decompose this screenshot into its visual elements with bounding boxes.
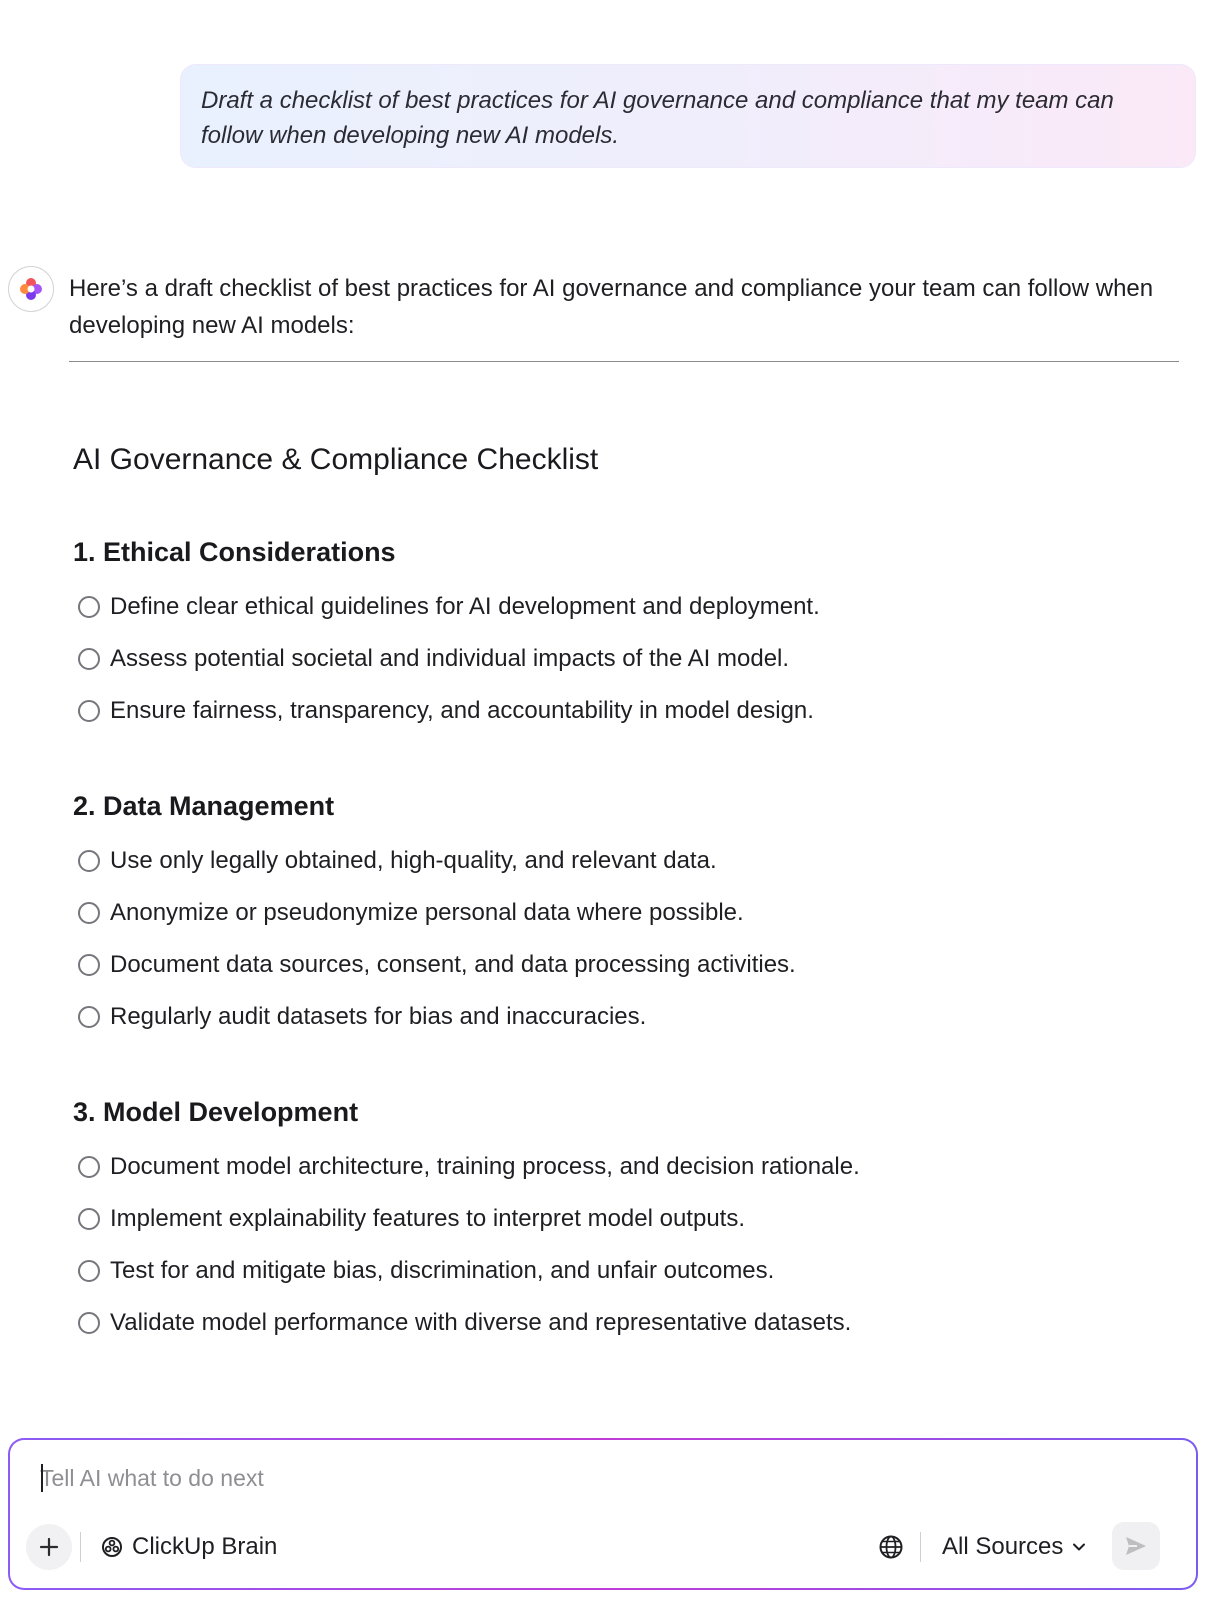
section-heading: 3. Model Development — [73, 1097, 359, 1127]
checklist-item — [73, 1297, 860, 1349]
composer-body — [10, 1440, 1196, 1588]
send-icon — [1123, 1533, 1149, 1559]
assistant-intro-text: Here’s a draft checklist of best practices for AI governance and compliance your team can follow when developing new AI models: — [69, 275, 1154, 339]
prompt-input[interactable] — [40, 1458, 1140, 1498]
checklist-item-text: Define clear ethical guidelines for AI development and deployment. — [110, 593, 820, 620]
clickup-brain-button[interactable] — [100, 1529, 277, 1565]
text-caret — [41, 1464, 43, 1492]
checklist-title: AI Governance & Compliance Checklist — [73, 443, 599, 476]
brain-label: ClickUp Brain — [132, 1533, 278, 1560]
sources-label: All Sources — [942, 1533, 1064, 1560]
chevron-down-icon — [1071, 1539, 1087, 1555]
checklist-item-text: Implement explainability features to interpret model outputs. — [110, 1205, 746, 1232]
checklist-item — [73, 1245, 860, 1297]
checkbox[interactable] — [78, 700, 100, 722]
checkbox[interactable] — [78, 648, 100, 670]
toolbar-divider — [920, 1532, 921, 1562]
globe-icon — [878, 1534, 904, 1560]
checkbox[interactable] — [78, 954, 100, 976]
toolbar-divider — [80, 1532, 81, 1562]
checklist-item-text: Use only legally obtained, high-quality, and relevant data. — [110, 847, 717, 874]
checklist-item — [73, 835, 796, 887]
checkbox[interactable] — [78, 1006, 100, 1028]
send-button[interactable] — [1112, 1522, 1160, 1570]
assistant-avatar — [8, 266, 54, 312]
checkbox[interactable] — [78, 1156, 100, 1178]
checklist-item — [73, 581, 820, 633]
checklist-item — [73, 991, 796, 1043]
section-ethical-considerations — [73, 533, 820, 737]
web-search-button[interactable] — [876, 1532, 906, 1562]
checklist — [73, 1141, 860, 1349]
checklist-item-text: Anonymize or pseudonymize personal data where possible. — [110, 899, 744, 926]
checkbox[interactable] — [78, 596, 100, 618]
checklist-item — [73, 633, 820, 685]
section-data-management — [73, 787, 796, 1043]
checklist-item — [73, 887, 796, 939]
ai-composer — [8, 1438, 1198, 1590]
checkbox[interactable] — [78, 1312, 100, 1334]
checklist — [73, 581, 820, 737]
checklist-item-text: Assess potential societal and individual impacts of the AI model. — [110, 645, 790, 672]
checklist-item-text: Validate model performance with diverse and representative datasets. — [110, 1309, 852, 1336]
brain-icon — [100, 1535, 124, 1559]
checklist — [73, 835, 796, 1043]
user-message-bubble — [180, 64, 1196, 168]
plus-icon — [38, 1536, 60, 1558]
checklist-item-text: Document data sources, consent, and data processing activities. — [110, 951, 796, 978]
section-heading: 2. Data Management — [73, 791, 335, 821]
checklist-item — [73, 1193, 860, 1245]
user-message-text: Draft a checklist of best practices for AI governance and compliance that my team can follow when developing new AI models. — [201, 87, 1114, 149]
clickup-brain-icon — [18, 276, 44, 302]
checklist-item — [73, 939, 796, 991]
sources-dropdown[interactable] — [942, 1529, 1087, 1565]
divider — [69, 361, 1179, 362]
checklist-item-text: Document model architecture, training process, and decision rationale. — [110, 1153, 860, 1180]
checklist-item-text: Ensure fairness, transparency, and accountability in model design. — [110, 697, 814, 724]
checklist-item-text: Test for and mitigate bias, discrimination, and unfair outcomes. — [110, 1257, 775, 1284]
checklist-item — [73, 685, 820, 737]
checklist-item — [73, 1141, 860, 1193]
section-model-development — [73, 1093, 860, 1349]
checkbox[interactable] — [78, 850, 100, 872]
checkbox[interactable] — [78, 902, 100, 924]
section-heading: 1. Ethical Considerations — [73, 537, 396, 567]
checklist-item-text: Regularly audit datasets for bias and inaccuracies. — [110, 1003, 647, 1030]
checkbox[interactable] — [78, 1208, 100, 1230]
checkbox[interactable] — [78, 1260, 100, 1282]
add-attachment-button[interactable] — [26, 1524, 72, 1570]
